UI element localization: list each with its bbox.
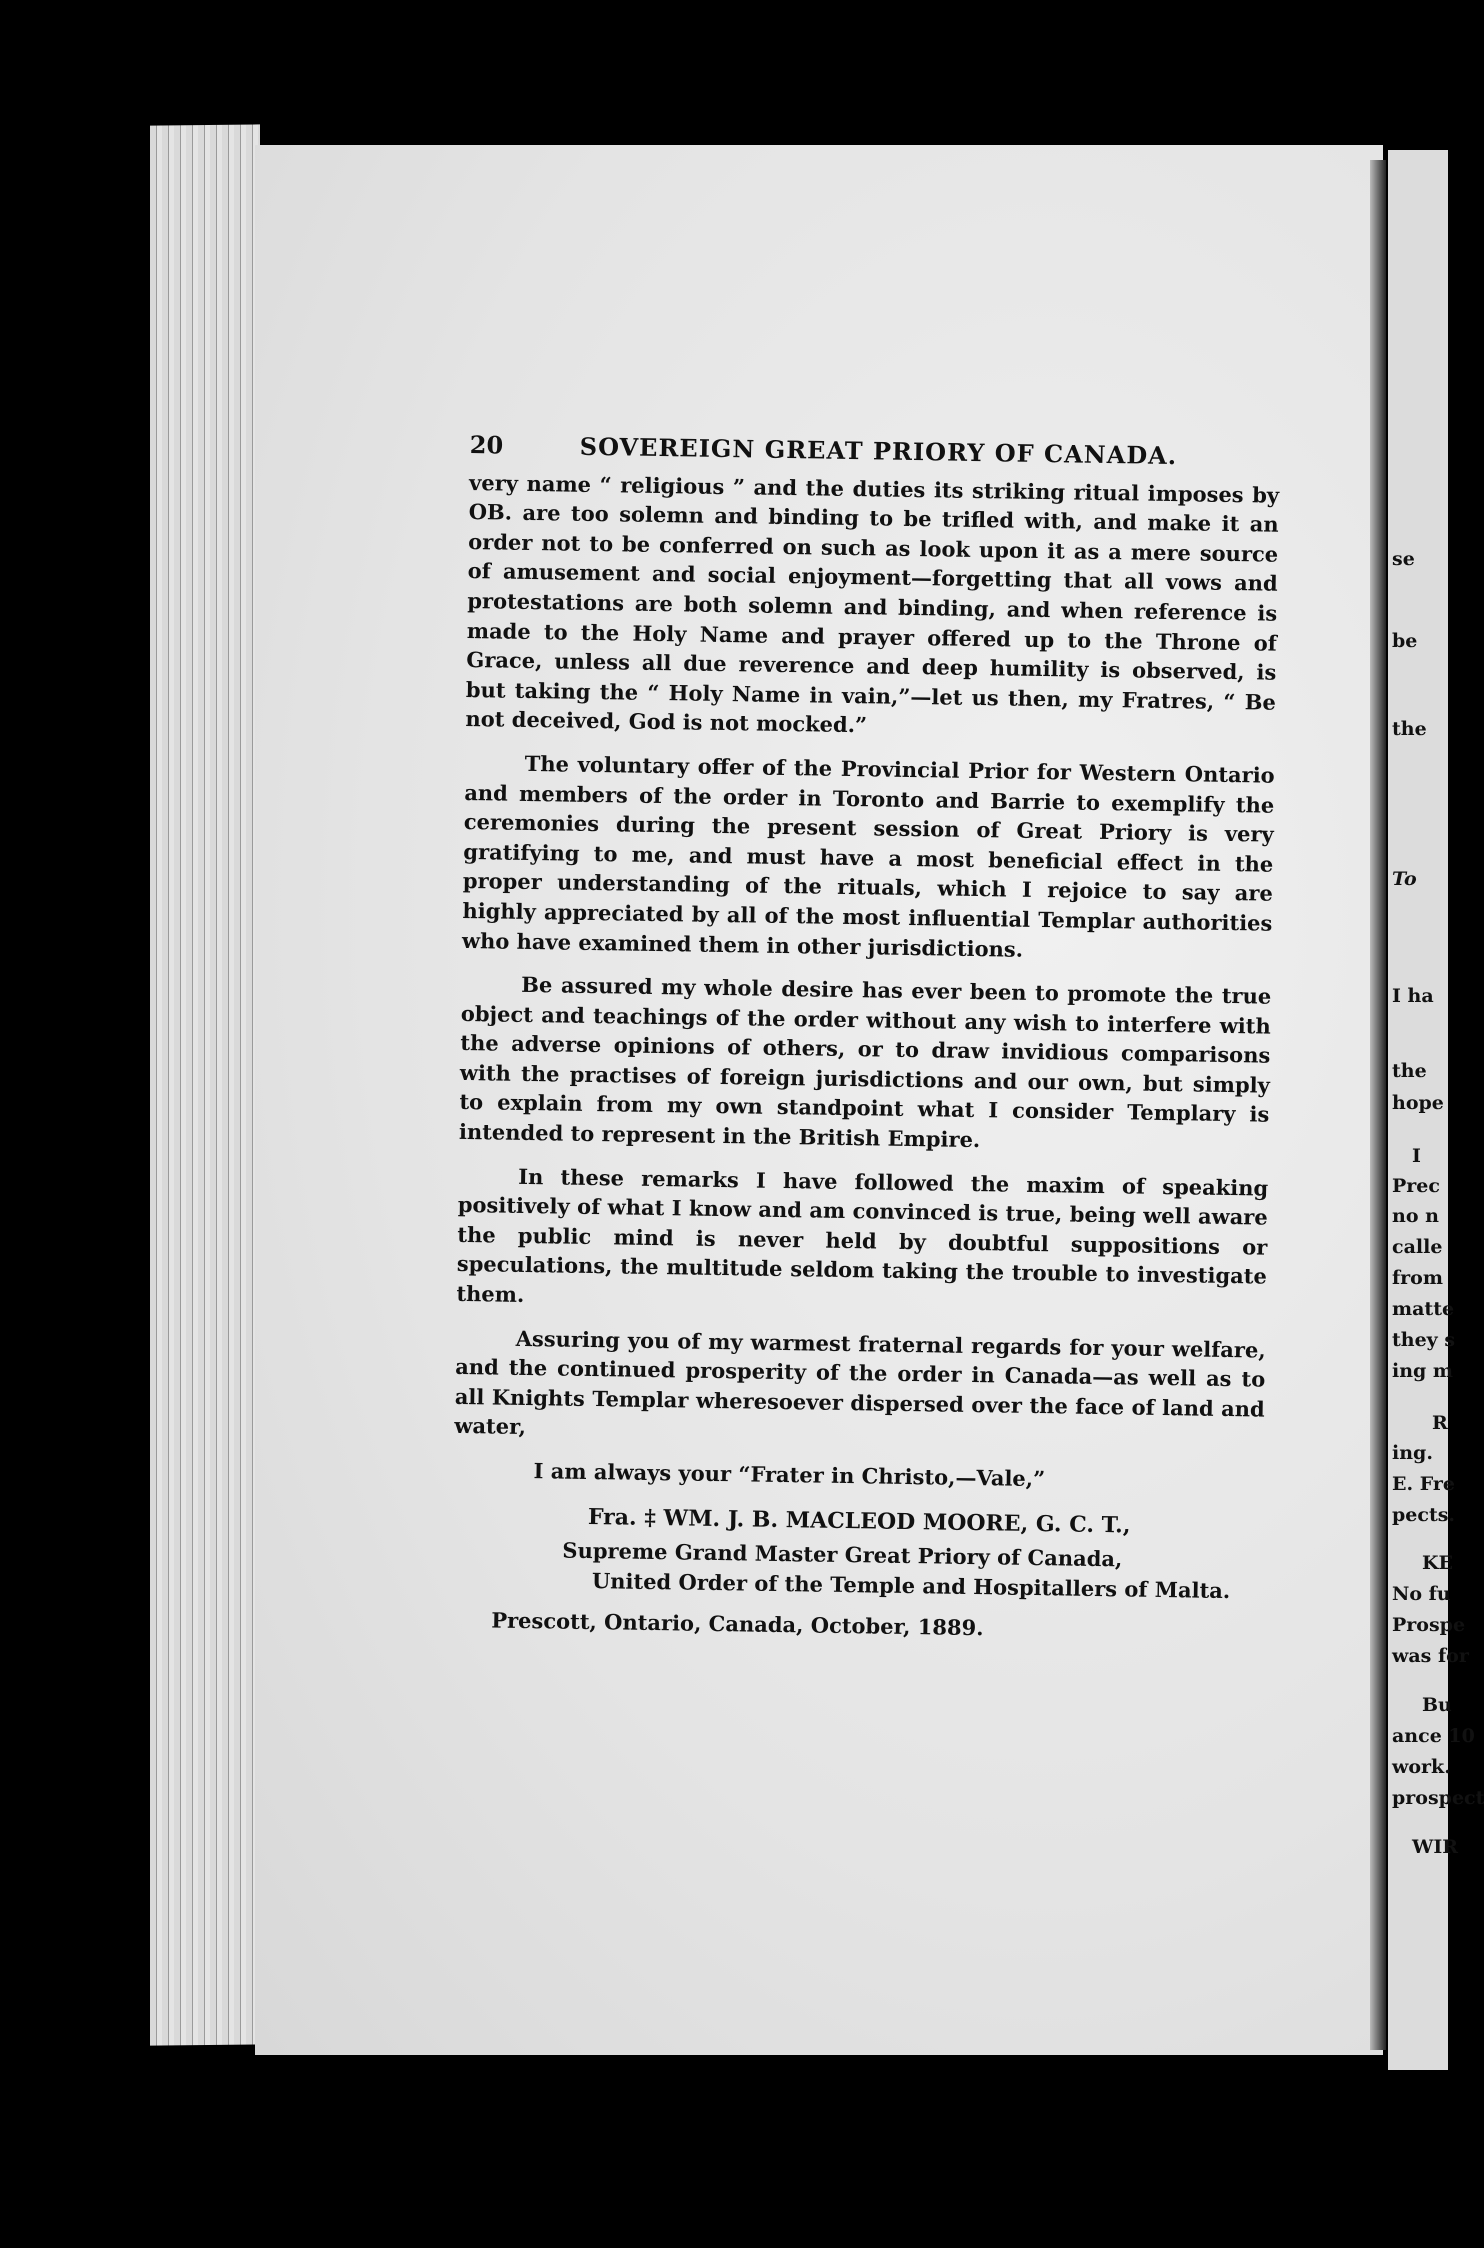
facing-fragment: Bu	[1422, 1694, 1452, 1716]
facing-fragment: no n	[1392, 1205, 1439, 1227]
facing-fragment: hope	[1392, 1092, 1444, 1114]
facing-fragment: from	[1392, 1267, 1443, 1289]
facing-fragment: Prec	[1392, 1175, 1440, 1197]
facing-fragment: To	[1392, 868, 1417, 890]
closing-line: I am always your “Frater in Christo,—Vale,”	[533, 1458, 1046, 1492]
facing-fragment: matte	[1392, 1298, 1455, 1320]
facing-fragment: pects.	[1392, 1504, 1456, 1526]
paragraph: very name “ religious ” and the duties its striking ritual imposes by OB. are too solemn and binding to be trifled with, and make it an order not to be conferred on such as look upon it as a mere source of amusement and social enjoyment—forgetting that all vows and protestations are both solemn and binding, and when reference is made to the Holy Name and prayer offered up to the Throne of Grace, unless all due reverence and deep humility is observed, is but taking the “ Holy Name in vain,”—let us then, my Fratres, “ Be not deceived, God is not mocked.”	[465, 469, 1280, 738]
facing-fragment: ing.	[1392, 1442, 1433, 1464]
facing-fragment: was for	[1392, 1645, 1469, 1667]
page-text	[451, 430, 1280, 1648]
facing-fragment: se	[1392, 548, 1415, 570]
facing-fragment: be	[1392, 630, 1418, 652]
signature-title: United Order of the Temple and Hospitallers of Malta.	[591, 1567, 1231, 1603]
paragraph: The voluntary offer of the Provincial Prior for Western Ontario and members of the order in Toronto and Barrie to exemplify the ceremonies during the present session of Great Priory is very gratifying to me, and must have a most beneficial effect in the proper understanding of the rituals, which I rejoice to say are highly appreciated by all of the most influential Templar authorities who have examined them in other jurisdictions.	[461, 750, 1275, 962]
paragraph: In these remarks I have followed the maxim of speaking positively of what I know and am convinced is true, being well aware the public mind is never held by doubtful suppositions or speculations, the multitude seldom taking the trouble to investigate them.	[456, 1163, 1269, 1307]
facing-fragment: Prospe	[1392, 1614, 1466, 1636]
facing-fragment: I	[1412, 1145, 1421, 1167]
facing-fragment: KE	[1422, 1552, 1453, 1574]
page-number: 20	[469, 430, 504, 460]
paragraph: Assuring you of my warmest fraternal regards for your welfare, and the continued prosperity of the order in Canada—as well as to all Knights Templar wheresoever dispersed over the face of land and water,	[454, 1325, 1266, 1440]
signature-title: Supreme Grand Master Great Priory of Canada,	[562, 1537, 1123, 1572]
dateline: Prescott, Ontario, Canada, October, 1889.	[491, 1607, 984, 1641]
facing-fragment: I ha	[1392, 985, 1434, 1007]
facing-fragment: WIR	[1412, 1836, 1459, 1858]
facing-fragment: No fu	[1392, 1583, 1451, 1605]
paragraph: Be assured my whole desire has ever been to promote the true object and teachings of the order without any wish to interfere with the adverse opinions of others, or to draw invidious comparisons with the practises of foreign jurisdictions and our own, but simply to explain from my own standpoint what I consider Templary is intended to represent in the British Empire.	[458, 971, 1272, 1153]
facing-fragment: they s	[1392, 1329, 1456, 1351]
facing-fragment: calle	[1392, 1236, 1443, 1258]
facing-fragment: R	[1432, 1412, 1448, 1434]
facing-fragment: the	[1392, 718, 1427, 740]
running-head: SOVEREIGN GREAT PRIORY OF CANADA.	[579, 431, 1178, 471]
facing-fragment: work.	[1392, 1756, 1451, 1778]
facing-fragment: E. Fre	[1392, 1473, 1455, 1495]
facing-fragment: ing m	[1392, 1360, 1454, 1382]
signature-name: Fra. ‡ WM. J. B. MACLEOD MOORE, G. C. T.,	[587, 1503, 1131, 1539]
page-edges	[150, 124, 260, 2045]
facing-fragment: the	[1392, 1060, 1427, 1082]
facing-fragment: ance 10	[1392, 1725, 1475, 1747]
facing-fragment: prospect	[1392, 1787, 1484, 1809]
book-gutter	[1370, 160, 1386, 2050]
